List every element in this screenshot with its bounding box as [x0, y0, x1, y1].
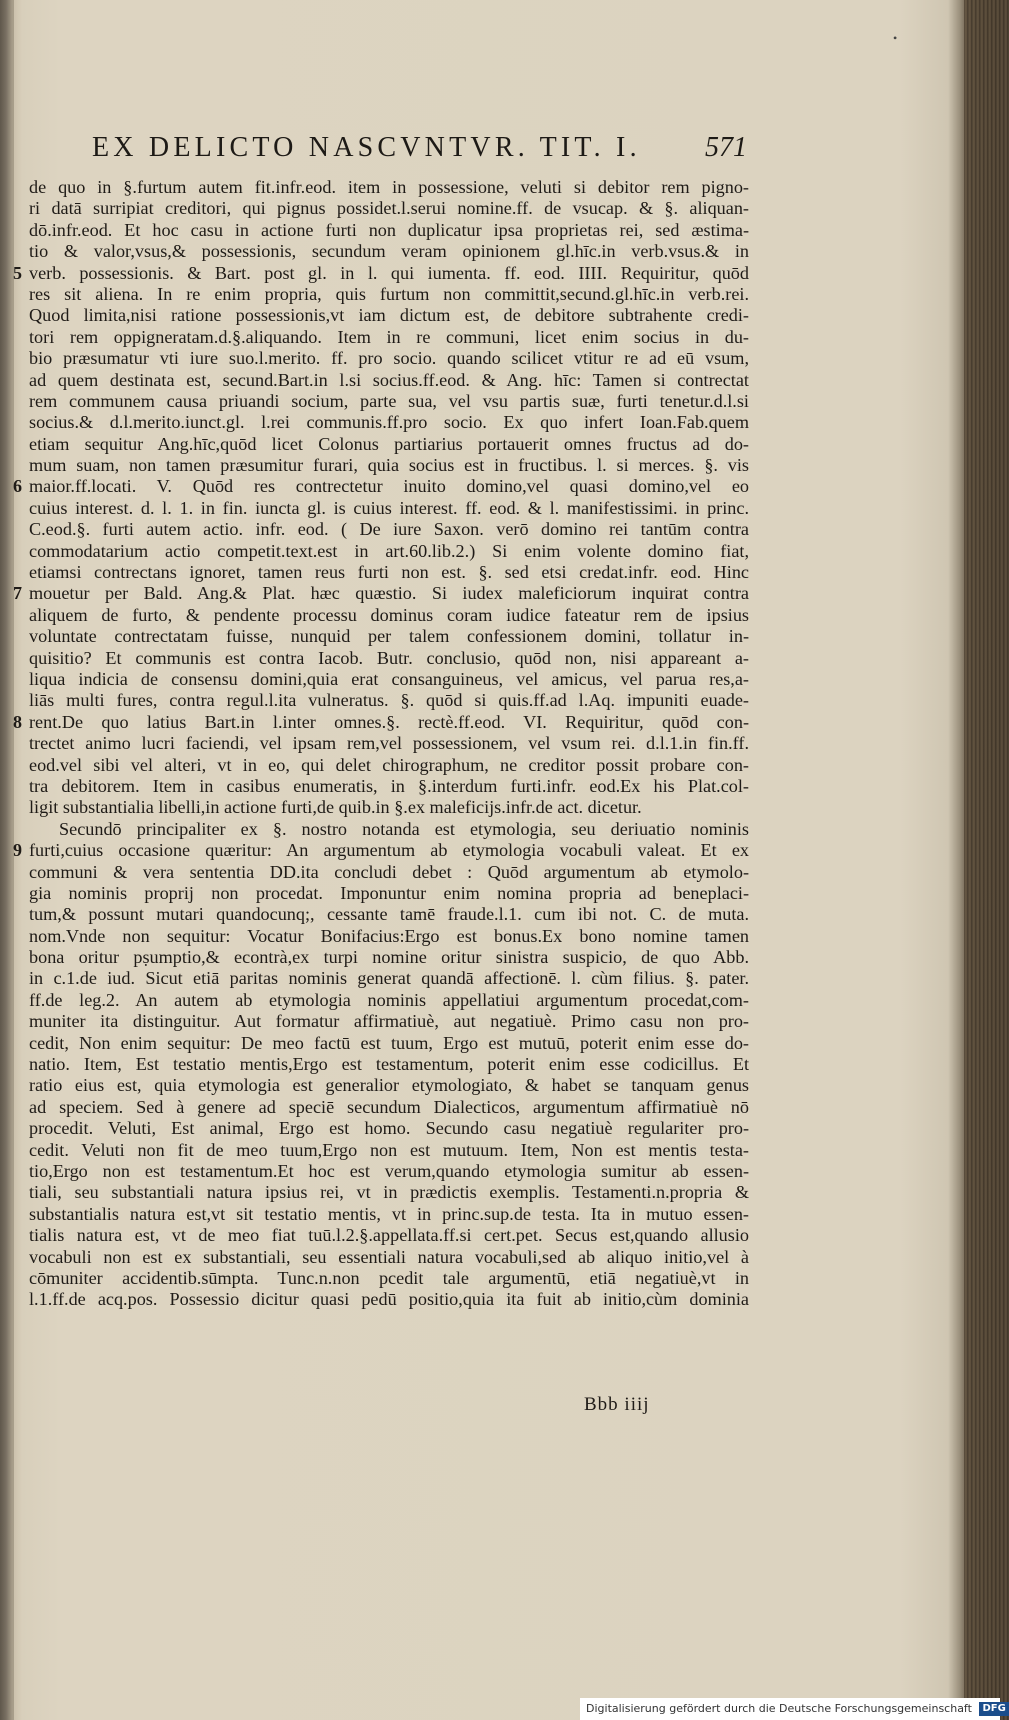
line-text: communi & vera sententia DD.ita concludi debet : Quōd argumentum ab etymolo-	[29, 861, 749, 882]
text-line	[29, 968, 749, 989]
line-text: maior.ff.locati. V. Quōd res contrectetur inuito domino,vel quasi domino,vel eo	[29, 476, 749, 497]
text-line	[29, 241, 749, 262]
line-text: ad quem destinata est, secund.Bart.in l.si socius.ff.eod. & Ang. hīc: Tamen si contrectat	[29, 369, 749, 390]
book-page-edges	[964, 0, 1009, 1720]
text-line	[29, 1247, 749, 1268]
folio-number: 571	[705, 132, 747, 163]
line-text: res sit aliena. In re enim propria, quis furtum non committit,secund.gl.hīc.in verb.rei.	[29, 283, 749, 304]
line-text: mouetur per Bald. Ang.& Plat. hæc quæstio. Si iudex maleficiorum inquirat contra	[29, 583, 749, 604]
line-text: Secundō principaliter ex §. nostro notanda est etymologia, seu deriuatio nominis	[59, 818, 749, 839]
line-text: aliquem de furto, & pendente processu dominus coram iudice fateatur rem de ipsius	[29, 604, 749, 625]
text-line	[29, 455, 749, 476]
text-line	[29, 862, 749, 883]
text-line	[13, 840, 749, 861]
text-line	[29, 1075, 749, 1096]
line-text: ad speciem. Sed à genere ad speciē secundum Dialecticos, argumentum affirmatiuè nō	[29, 1096, 749, 1117]
text-line	[29, 797, 749, 818]
text-line	[29, 562, 749, 583]
text-line	[29, 776, 749, 797]
text-line	[29, 177, 749, 198]
line-text: bona oritur pṣumptio,& econtrà,ex turpi nomine oritur sinistra suspicio, de quo Abb.	[29, 947, 749, 968]
line-text: tum,& possunt mutari quandocunq;, cessante tamē fraude.l.1. cum ibi not. C. de muta.	[29, 904, 749, 925]
text-line	[13, 711, 749, 733]
line-text: cōmuniter accidentib.sūmpta. Tunc.n.non pcedit tale argumentū, etiā negatiuè,vt in	[29, 1267, 749, 1288]
line-text: commodatarium actio competit.text.est in art.60.lib.2.) Si enim volente domino fiat,	[29, 540, 749, 561]
text-line	[29, 605, 749, 626]
text-line	[29, 412, 749, 433]
line-text: ligit substantialia libelli,in actione furti,de quib.in §.ex maleficijs.infr.de act. dicetur.	[29, 797, 642, 818]
margin-number: 8	[13, 711, 22, 732]
text-line	[29, 1182, 749, 1203]
line-text: tio & valor,vsus,& possessionis, secundum veram opinionem gl.hīc.in verb.vsus.& in	[29, 241, 749, 262]
text-line	[29, 305, 749, 326]
body-text	[13, 177, 749, 1311]
gutter-shadow	[0, 0, 14, 1720]
line-text: nom.Vnde non sequitur: Vocatur Bonifacius:Ergo est bonus.Ex bono nomine tamen	[29, 925, 749, 946]
margin-number: 9	[13, 840, 22, 861]
line-text: ri datā surripiat creditori, qui pignus possidet.l.serui nomine.ff. de vsucap. & §. aliquan-	[29, 198, 749, 219]
text-line	[29, 1118, 749, 1139]
line-text: etiamsi contrectans ignoret, tamen reus furti non est. §. sed etsi credat.infr. eod. Hinc	[29, 562, 749, 583]
text-line	[29, 1204, 749, 1225]
line-text: de quo in §.furtum autem fit.infr.eod. item in possessione, veluti si debitor rem pigno-	[29, 177, 749, 197]
text-line	[13, 476, 749, 497]
text-line	[29, 1033, 749, 1054]
text-line	[29, 327, 749, 348]
text-line	[13, 583, 749, 604]
text-line	[29, 819, 749, 840]
line-text: ratio eius est, quia etymologia est generalior etymologiato, & habet se tanquam genus	[29, 1075, 749, 1096]
text-line	[29, 434, 749, 455]
line-text: rem communem causa priuandi socium, parte sua, vel vsu partis suæ, furti tenetur.d.l.si	[29, 390, 749, 411]
margin-number: 6	[13, 476, 22, 497]
line-text: gia nominis proprij non procedat. Imponuntur enim nomina propria ad beneplaci-	[29, 882, 749, 903]
text-line	[29, 669, 749, 690]
line-text: l.1.ff.de acq.pos. Possessio dicitur quasi pedū positio,quia ita fuit ab initio,cùm dominia	[29, 1289, 749, 1310]
digitization-footer	[580, 1698, 1006, 1720]
line-text: tio,Ergo non est testamentum.Et hoc est verum,quando etymologia sumitur ab essen-	[29, 1160, 749, 1181]
text-line	[29, 370, 749, 391]
line-text: Quod limita,nisi ratione possessionis,vt iam dictum est, de debitore subtrahente credi-	[29, 305, 749, 326]
text-line	[29, 947, 749, 968]
text-line	[29, 626, 749, 647]
line-text: cedit, Non enim sequitur: De meo factū est tuum, Ergo est mutuū, poterit enim esse do-	[29, 1032, 749, 1053]
line-text: ff.de leg.2. An autem ab etymologia nominis appellatiui argumentum procedat,com-	[29, 989, 749, 1010]
line-text: procedit. Veluti, Est animal, Ergo est homo. Secundo casu negatiuè regulariter pro-	[29, 1118, 749, 1139]
line-text: in c.1.de iud. Sicut etiā paritas nominis generat quandā affectionē. l. cùm filius. §. pater.	[29, 968, 749, 989]
line-text: cedit. Veluti non fit de meo tuum,Ergo non est mutuum. Item, Non est mentis testa-	[29, 1139, 749, 1160]
line-text: voluntate contrectatam fuisse, nunquid per talem confessionem domini, tollatur in-	[29, 626, 749, 647]
line-text: mum suam, non tamen præsumitur furari, quia socius est in fructibus. l. si merces. §. vis	[29, 455, 749, 476]
line-text: tialis natura est, vt de meo fiat tuū.l.2.§.appellata.ff.si cert.pet. Secus est,quando allusio	[29, 1225, 749, 1246]
text-line	[29, 1011, 749, 1032]
text-line	[29, 1161, 749, 1182]
text-line	[29, 733, 749, 754]
line-text: tiali, seu substantiali natura ipsius rei, vt in prædictis exemplis. Testamenti.n.propria &	[29, 1182, 749, 1203]
line-text: C.eod.§. furti autem actio. infr. eod. ( De iure Saxon. verō domino rei tantūm contra	[29, 519, 749, 540]
line-text: natio. Item, Est testatio mentis,Ergo est testamentum, poterit enim esse codicillus. Et	[29, 1054, 749, 1075]
text-line	[29, 883, 749, 904]
text-line	[29, 990, 749, 1011]
line-text: vocabuli non est ex substantiali, seu essentiali natura vocabuli,sed ab aliquo initio,vel à	[29, 1246, 749, 1267]
text-line	[29, 220, 749, 241]
text-line	[29, 926, 749, 947]
line-text: rent.De quo latius Bart.in l.inter omnes.§. rectè.ff.eod. VI. Requiritur, quōd con-	[29, 711, 749, 732]
text-line	[29, 541, 749, 562]
margin-number: 7	[13, 583, 22, 604]
line-text: quisitio? Et communis est contra Iacob. Butr. conclusio, quōd non, nisi appareant a-	[29, 647, 749, 668]
text-line	[29, 498, 749, 519]
line-text: liqua indicia de consensu domini,quia erat consanguineus, vel amicus, vel parua res,a-	[29, 668, 749, 689]
text-line	[29, 1268, 749, 1289]
text-line	[29, 690, 749, 711]
footer-text: Digitalisierung gefördert durch die Deutsche Forschungsgemeinschaft	[586, 1702, 972, 1715]
line-text: trectet animo lucri faciendi, vel ipsam rem,vel possessionem, vel vsum rei. d.l.1.in fin.ff.	[29, 733, 749, 754]
corner-mark: •	[893, 31, 898, 45]
line-text: furti,cuius occasione quæritur: An argumentum ab etymologia vocabuli valeat. Et ex	[29, 840, 749, 861]
line-text: bio præsumatur vti iure suo.l.merito. ff. pro socio. quando scilicet vtitur re ad eū vsum,	[29, 348, 749, 369]
text-line	[29, 348, 749, 369]
line-text: verb. possessionis. & Bart. post gl. in l. qui iumenta. ff. eod. IIII. Requiritur, quōd	[29, 262, 749, 283]
text-line	[29, 519, 749, 540]
text-line	[13, 262, 749, 284]
line-text: cuius interest. d. l. 1. in fin. iuncta gl. is cuius interest. ff. eod. & l. manifestissimi. in princ.	[29, 497, 749, 518]
text-line	[29, 198, 749, 219]
line-text: eod.vel sibi vel alteri, vt in eo, qui delet chirographum, ne creditor possit probare con-	[29, 754, 749, 775]
text-line	[29, 1097, 749, 1118]
line-text: muniter ita distinguitur. Aut formatur affirmatiuè, aut negatiuè. Primo casu non pro-	[29, 1011, 749, 1032]
signature-mark: Bbb iiij	[584, 1394, 650, 1415]
line-text: liās multi fures, contra regul.l.ita vulneratus. §. quōd si quis.ff.ad l.Aq. impuniti euade-	[29, 690, 749, 711]
line-text: etiam sequitur Ang.hīc,quōd licet Colonus partiarius portauerit omnes fructus ad do-	[29, 433, 749, 454]
text-line	[29, 1054, 749, 1075]
line-text: tra debitorem. Item in casibus enumeratis, in §.interdum furti.infr. eod.Ex his Plat.col-	[29, 775, 749, 796]
line-text: dō.infr.eod. Et hoc casu in actione furti non duplicatur ipsa proprietas rei, sed æstima-	[29, 219, 749, 240]
line-text: tori rem oppigneratam.d.§.aliquando. Item in re communi, licet enim socius in du-	[29, 326, 749, 347]
margin-number: 5	[13, 262, 22, 283]
dfg-logo: DFG	[979, 1702, 1008, 1716]
text-line	[29, 648, 749, 669]
text-line	[29, 1140, 749, 1161]
line-text: substantialis natura est,vt sit testatio mentis, vt in princ.sup.de testa. Ita in mutuo essen-	[29, 1203, 749, 1224]
text-line	[29, 391, 749, 412]
text-line	[29, 1225, 749, 1246]
text-line	[29, 755, 749, 776]
running-head: EX DELICTO NASCVNTVR. TIT. I.	[92, 132, 641, 163]
line-text: socius.& d.l.merito.iunct.gl. l.rei communis.ff.pro socio. Ex quo infert Ioan.Fab.quem	[29, 412, 749, 433]
text-line	[29, 284, 749, 305]
text-line	[29, 1289, 749, 1310]
text-line	[29, 904, 749, 925]
